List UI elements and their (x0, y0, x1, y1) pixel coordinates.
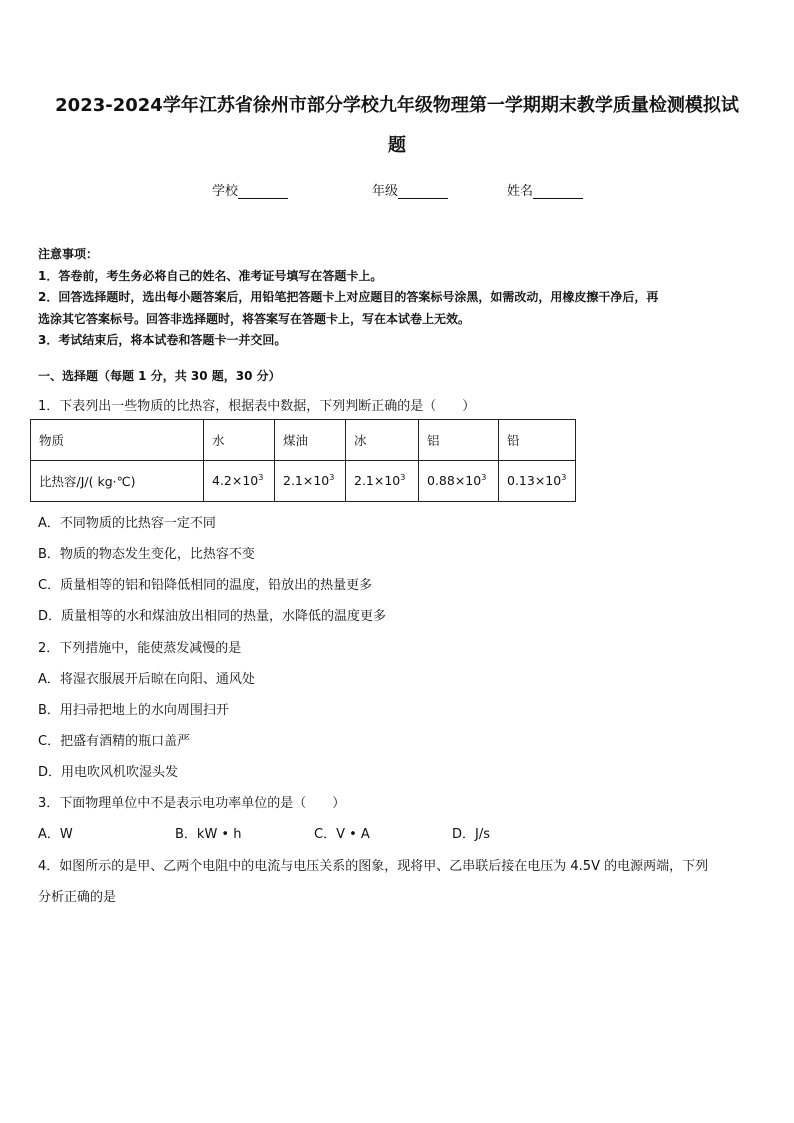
q1-option-b: B．物质的物态发生变化，比热容不变 (38, 547, 255, 562)
name-label: 姓名 (507, 184, 534, 199)
section-title: 一、选择题（每题 1 分，共 30 题，30 分） (38, 369, 281, 383)
note-item-2b: 选涂其它答案标号。回答非选择题时，将答案写在答题卡上，写在本试卷上无效。 (38, 311, 471, 326)
name-field (507, 180, 583, 199)
grade-label: 年级 (372, 184, 399, 199)
q3-option-d: D．J/s (452, 827, 490, 842)
table-cell: $2.1\times 10^3$ (275, 461, 346, 502)
note-item-3: 3．考试结束后，将本试卷和答题卡一并交回。 (38, 333, 287, 347)
grade-blank (398, 184, 448, 199)
table-header-row (31, 420, 576, 461)
q2-option-c: C．把盛有酒精的瓶口盖严 (38, 734, 191, 749)
title-line-2: 题 (388, 135, 406, 156)
q2-option-a: A．将湿衣服展开后晾在向阳、通风处 (38, 672, 255, 687)
table-cell: 煤油 (275, 420, 346, 461)
table-row-label: 比热容/J/( kg·℃) (31, 461, 204, 502)
q2-option-b: B．用扫帚把地上的水向周围扫开 (38, 703, 229, 718)
grade-field (372, 180, 448, 199)
name-blank (533, 184, 583, 199)
note-item-2a: 2．回答选择题时，选出每小题答案后，用铅笔把答题卡上对应题目的答案标号涂黑，如需改动，用橡皮擦干净后，再 (38, 290, 659, 304)
school-label: 学校 (212, 184, 239, 199)
specific-heat-table (30, 419, 576, 502)
table-cell: $4.2\times 10^3$ (204, 461, 275, 502)
table-data-row (31, 461, 576, 502)
q1-stem: 1．下表列出一些物质的比热容，根据表中数据，下列判断正确的是（ ） (38, 399, 476, 414)
notes-heading: 注意事项： (38, 247, 99, 261)
q4-line-1: 4．如图所示的是甲、乙两个电阻中的电流与电压关系的图象，现将甲、乙串联后接在电压为 4.5V 的电源两端，下列 (38, 859, 709, 874)
table-cell: $0.13\times 10^3$ (499, 461, 576, 502)
table-cell: $0.88\times 10^3$ (419, 461, 499, 502)
school-field (212, 180, 288, 199)
table-cell: 冰 (346, 420, 419, 461)
q3-option-b: B．kW • h (175, 827, 242, 842)
table-cell: 铝 (419, 420, 499, 461)
q4-line-2: 分析正确的是 (38, 890, 117, 905)
q3-option-a: A．W (38, 827, 73, 842)
table-cell: $2.1\times 10^3$ (346, 461, 419, 502)
table-cell: 物质 (31, 420, 204, 461)
q3-stem: 3．下面物理单位中不是表示电功率单位的是（ ） (38, 796, 346, 811)
q2-stem: 2．下列措施中，能使蒸发减慢的是 (38, 641, 242, 656)
q1-option-c: C．质量相等的铝和铅降低相同的温度，铅放出的热量更多 (38, 578, 373, 593)
q3-option-c: C．V • A (314, 827, 370, 842)
q1-option-a: A．不同物质的比热容一定不同 (38, 516, 216, 531)
notes-block (38, 244, 760, 352)
table-cell: 水 (204, 420, 275, 461)
title-line-1: 2023-2024学年江苏省徐州市部分学校九年级物理第一学期期末教学质量检测模拟试 (55, 95, 739, 116)
exam-title (40, 86, 754, 166)
note-item-1: 1．答卷前，考生务必将自己的姓名、准考证号填写在答题卡上。 (38, 268, 383, 283)
school-blank (238, 184, 288, 199)
table-cell: 铅 (499, 420, 576, 461)
q1-option-d: D．质量相等的水和煤油放出相同的热量，水降低的温度更多 (38, 609, 387, 624)
q2-option-d: D．用电吹风机吹湿头发 (38, 765, 179, 780)
